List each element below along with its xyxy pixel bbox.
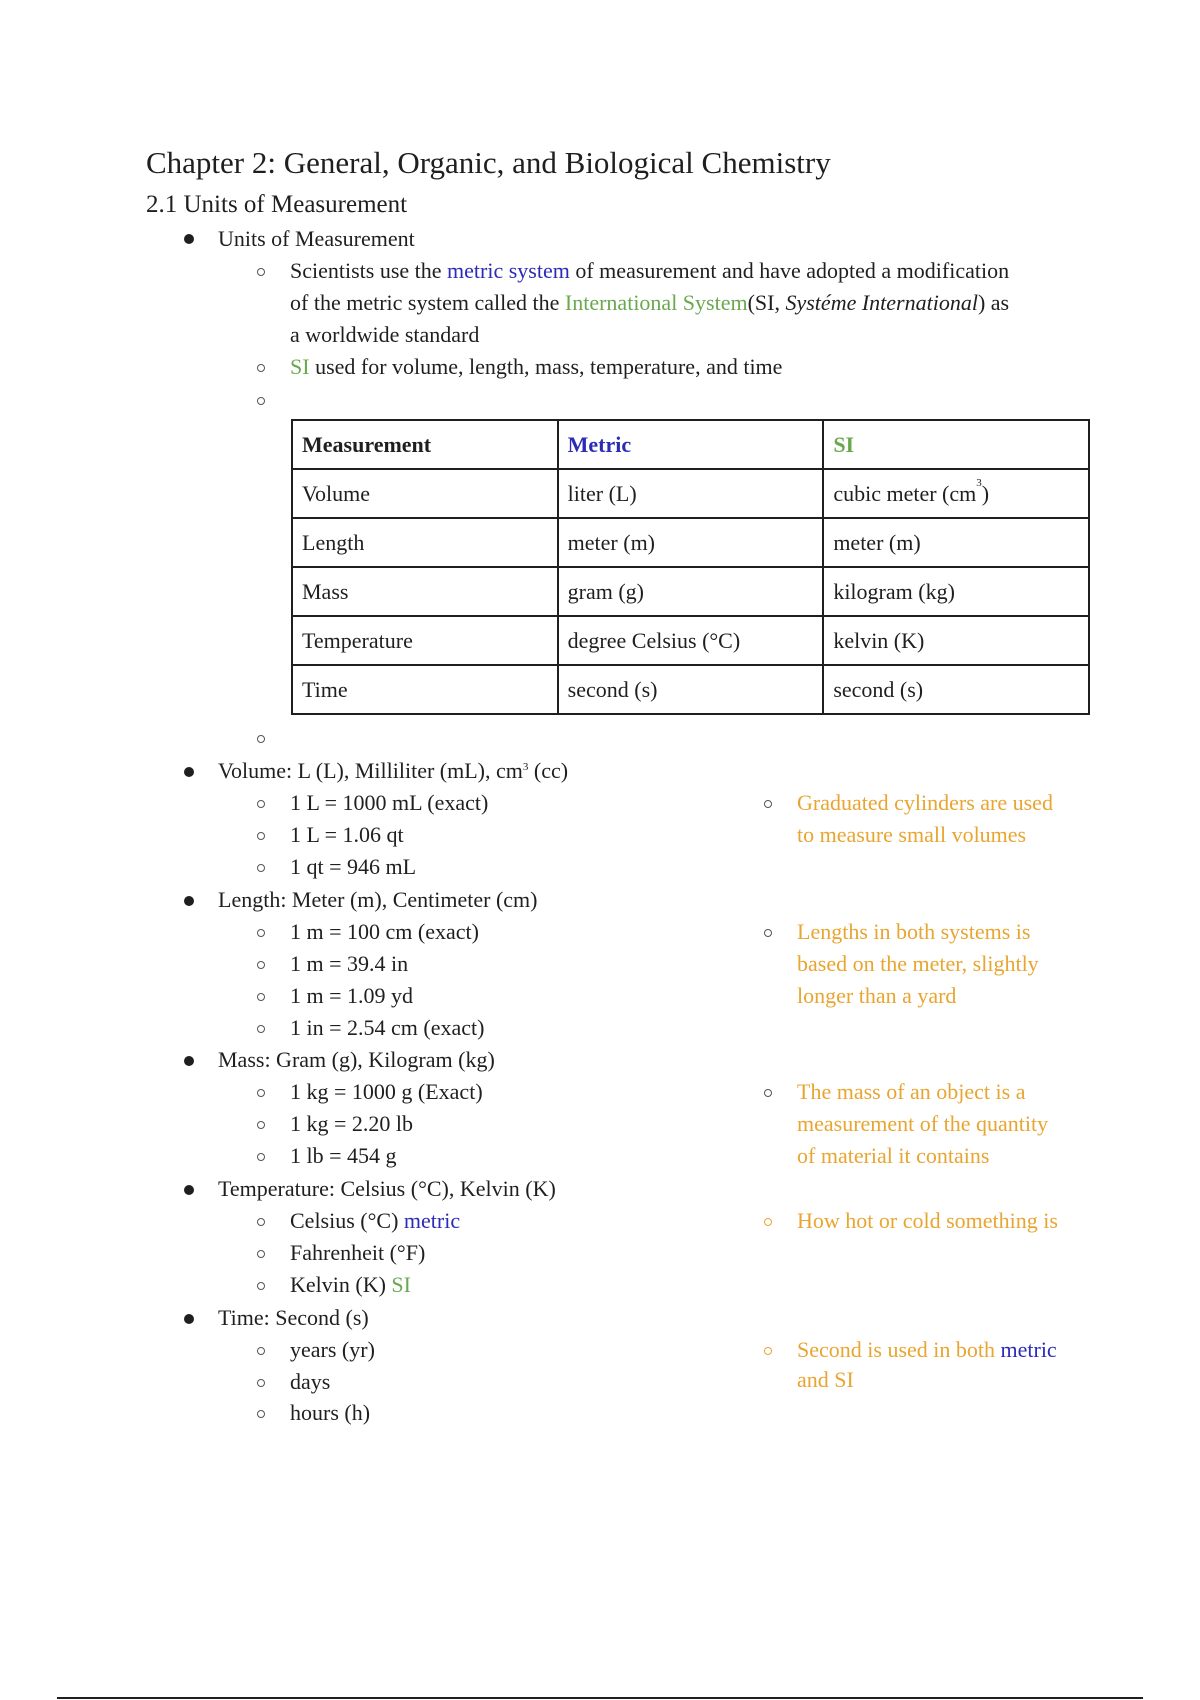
mass-item: 1 lb = 454 g bbox=[290, 1143, 397, 1168]
table-cell: degree Celsius (°C) bbox=[558, 616, 824, 665]
length-heading: Length: Meter (m), Centimeter (cm) bbox=[218, 887, 538, 912]
text-span: (cc) bbox=[528, 758, 569, 783]
length-note: based on the meter, slightly bbox=[797, 951, 1039, 976]
volume-item: 1 qt = 946 mL bbox=[290, 854, 417, 879]
table-cell: second (s) bbox=[823, 665, 1089, 714]
table-row bbox=[292, 518, 1089, 567]
length-item: 1 m = 100 cm (exact) bbox=[290, 919, 479, 944]
sub-bullet-icon bbox=[257, 864, 265, 872]
sub-bullet-icon bbox=[257, 1025, 265, 1033]
sub-bullet-icon bbox=[257, 364, 265, 372]
si-usage-line bbox=[290, 352, 782, 382]
time-note-line-2: and SI bbox=[797, 1367, 854, 1392]
table-cell: Length bbox=[292, 518, 558, 567]
volume-item: 1 L = 1000 mL (exact) bbox=[290, 790, 489, 815]
text-span: of measurement and have adopted a modification bbox=[569, 258, 1010, 283]
superscript: 3 bbox=[522, 761, 529, 773]
metric-tag: metric bbox=[1000, 1337, 1057, 1362]
international-system-term: International System bbox=[564, 290, 748, 315]
length-note: longer than a yard bbox=[797, 983, 957, 1008]
length-item: 1 in = 2.54 cm (exact) bbox=[290, 1015, 485, 1040]
sub-bullet-icon bbox=[257, 929, 265, 937]
text-span: used for volume, length, mass, temperature, and time bbox=[309, 354, 783, 379]
text-span: ) as bbox=[977, 290, 1010, 315]
bullet-icon bbox=[184, 896, 194, 906]
text-span: Kelvin (K) bbox=[290, 1272, 392, 1297]
cell-text: ) bbox=[981, 480, 990, 506]
sub-bullet-icon bbox=[257, 800, 265, 808]
temperature-heading: Temperature: Celsius (°C), Kelvin (K) bbox=[218, 1176, 556, 1201]
length-item: 1 m = 1.09 yd bbox=[290, 983, 414, 1008]
sub-bullet-icon bbox=[257, 1250, 265, 1258]
table-row bbox=[292, 469, 1089, 518]
bullet-icon bbox=[184, 234, 194, 244]
units-paragraph-line-3: a worldwide standard bbox=[290, 322, 480, 347]
mass-note: measurement of the quantity bbox=[797, 1111, 1049, 1136]
header-measurement: Measurement bbox=[292, 420, 558, 469]
bullet-icon bbox=[184, 1185, 194, 1195]
temperature-item bbox=[290, 1206, 460, 1236]
mass-note: of material it contains bbox=[797, 1143, 990, 1168]
units-paragraph-line-1 bbox=[290, 256, 1009, 286]
text-span: Volume: L (L), Milliliter (mL), cm bbox=[218, 758, 523, 783]
length-item: 1 m = 39.4 in bbox=[290, 951, 409, 976]
empty-sub-bullet-icon bbox=[257, 397, 265, 405]
units-heading: Units of Measurement bbox=[218, 226, 415, 251]
table-cell: Mass bbox=[292, 567, 558, 616]
table-cell: kilogram (kg) bbox=[823, 567, 1089, 616]
sub-bullet-icon bbox=[257, 1347, 265, 1355]
metric-tag: metric bbox=[403, 1208, 461, 1233]
chapter-title: Chapter 2: General, Organic, and Biological Chemistry bbox=[146, 145, 831, 180]
sub-bullet-icon bbox=[257, 1379, 265, 1387]
empty-sub-bullet-icon bbox=[257, 735, 265, 743]
sub-bullet-icon bbox=[257, 1153, 265, 1161]
table-row bbox=[292, 567, 1089, 616]
temperature-item bbox=[290, 1270, 411, 1300]
text-span: (SI, bbox=[747, 290, 786, 315]
text-span: Second is used in both bbox=[797, 1337, 1001, 1362]
bullet-icon bbox=[184, 767, 194, 777]
sub-bullet-icon bbox=[257, 993, 265, 1001]
table-row bbox=[292, 616, 1089, 665]
note-bullet-icon bbox=[764, 929, 772, 937]
time-item: days bbox=[290, 1369, 331, 1394]
length-note: Lengths in both systems is bbox=[797, 919, 1031, 944]
volume-heading bbox=[218, 756, 568, 786]
table-cell: Time bbox=[292, 665, 558, 714]
mass-item: 1 kg = 1000 g (Exact) bbox=[290, 1079, 483, 1104]
table-cell: meter (m) bbox=[823, 518, 1089, 567]
systeme-international-term: Systéme International bbox=[785, 290, 978, 315]
units-paragraph-line-2 bbox=[290, 288, 1009, 318]
table-header-row bbox=[292, 420, 1089, 469]
bullet-icon bbox=[184, 1056, 194, 1066]
note-bullet-icon bbox=[764, 1089, 772, 1097]
text-span: of the metric system called the bbox=[290, 290, 565, 315]
si-tag: SI bbox=[391, 1272, 411, 1297]
volume-note: Graduated cylinders are used bbox=[797, 790, 1053, 815]
bullet-icon bbox=[184, 1314, 194, 1324]
time-heading: Time: Second (s) bbox=[218, 1305, 369, 1330]
note-bullet-icon bbox=[764, 1347, 772, 1355]
page-bottom-rule bbox=[57, 1697, 1143, 1699]
note-bullet-icon bbox=[764, 800, 772, 808]
si-term: SI bbox=[290, 354, 310, 379]
sub-bullet-icon bbox=[257, 1282, 265, 1290]
mass-note: The mass of an object is a bbox=[797, 1079, 1026, 1104]
sub-bullet-icon bbox=[257, 268, 265, 276]
header-metric: Metric bbox=[558, 420, 824, 469]
text-span: Scientists use the bbox=[290, 258, 448, 283]
time-note-line-1 bbox=[797, 1335, 1057, 1365]
table-cell: gram (g) bbox=[558, 567, 824, 616]
units-table bbox=[291, 419, 1090, 715]
table-cell: meter (m) bbox=[558, 518, 824, 567]
table-cell: kelvin (K) bbox=[823, 616, 1089, 665]
volume-item: 1 L = 1.06 qt bbox=[290, 822, 404, 847]
header-si: SI bbox=[823, 420, 1089, 469]
section-title: 2.1 Units of Measurement bbox=[146, 191, 408, 218]
mass-heading: Mass: Gram (g), Kilogram (kg) bbox=[218, 1047, 495, 1072]
cell-text: cubic meter (cm bbox=[833, 480, 977, 506]
table-cell: liter (L) bbox=[558, 469, 824, 518]
sub-bullet-icon bbox=[257, 1089, 265, 1097]
table-cell: Volume bbox=[292, 469, 558, 518]
table-cell bbox=[823, 469, 1089, 518]
text-span: Celsius (°C) bbox=[290, 1208, 404, 1233]
superscript: 3 bbox=[976, 476, 982, 489]
temperature-note: How hot or cold something is bbox=[797, 1208, 1058, 1233]
sub-bullet-icon bbox=[257, 961, 265, 969]
metric-system-term: metric system bbox=[447, 258, 570, 283]
time-item: years (yr) bbox=[290, 1337, 375, 1362]
volume-note: to measure small volumes bbox=[797, 822, 1027, 847]
table-cell: second (s) bbox=[558, 665, 824, 714]
sub-bullet-icon bbox=[257, 1218, 265, 1226]
table-cell: Temperature bbox=[292, 616, 558, 665]
table-row bbox=[292, 665, 1089, 714]
time-item: hours (h) bbox=[290, 1400, 371, 1425]
sub-bullet-icon bbox=[257, 832, 265, 840]
note-bullet-icon bbox=[764, 1218, 772, 1226]
sub-bullet-icon bbox=[257, 1410, 265, 1418]
temperature-item: Fahrenheit (°F) bbox=[290, 1240, 426, 1265]
sub-bullet-icon bbox=[257, 1121, 265, 1129]
mass-item: 1 kg = 2.20 lb bbox=[290, 1111, 414, 1136]
